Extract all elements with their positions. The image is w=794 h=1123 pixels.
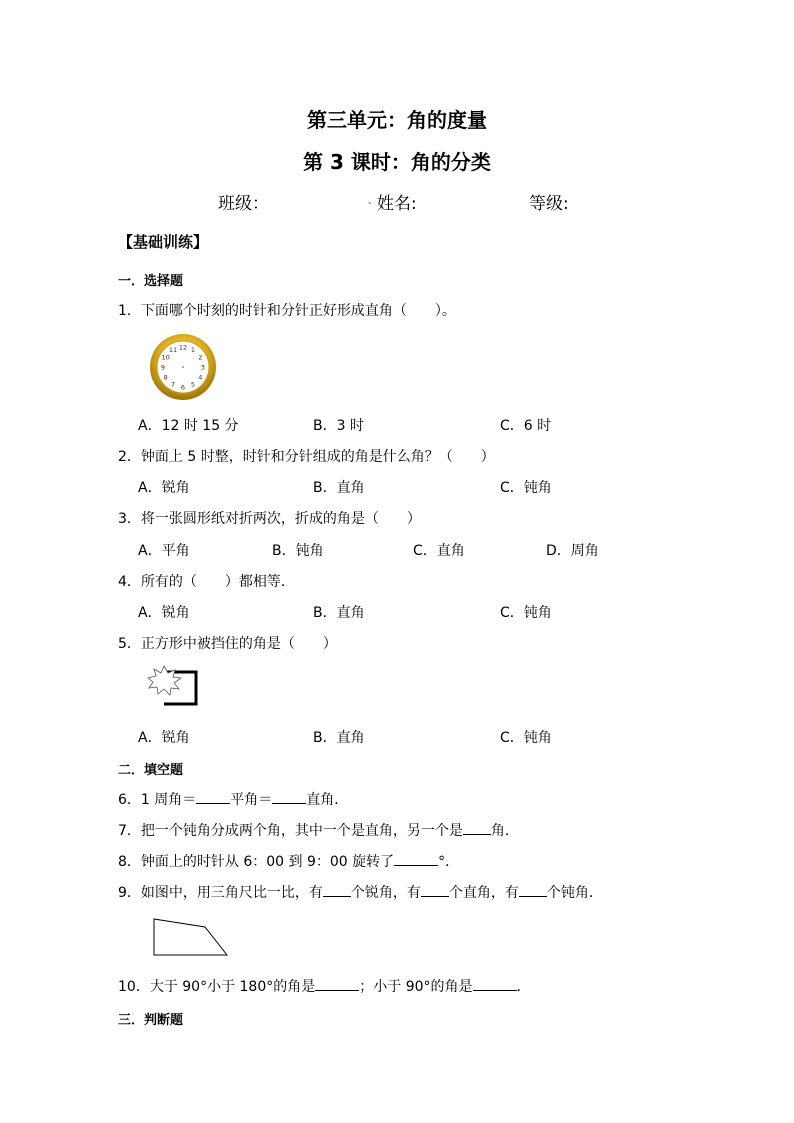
name-label: 姓名: (377, 194, 417, 214)
q1-option-b[interactable]: B．3 时 (313, 418, 364, 434)
q3-option-c[interactable]: C．直角 (413, 543, 465, 559)
clock-number-12: 12 (178, 343, 188, 352)
unit-title: 第三单元：角的度量 (307, 108, 487, 132)
clock-number-3: 3 (200, 363, 206, 372)
question-2: 2．钟面上 5 时整，时针和分针组成的角是什么角？（ ） (118, 449, 495, 465)
clock-image (148, 332, 218, 402)
q2-option-c[interactable]: C．钝角 (500, 480, 552, 496)
q6-blank-1[interactable] (196, 791, 230, 804)
question-8-line (118, 851, 459, 871)
q4-option-a[interactable]: A．锐角 (138, 605, 190, 621)
q5-option-c[interactable]: C．钝角 (500, 730, 552, 746)
separator-dot: . (367, 189, 373, 209)
q9-text-a: 9．如图中，用三角尺比一比，有 (118, 885, 323, 901)
question-6-line (118, 789, 348, 809)
lesson-title: 第 3 课时：角的分类 (303, 150, 491, 174)
q4-option-c[interactable]: C．钝角 (500, 605, 552, 621)
q9-text-c: 个直角，有 (448, 885, 519, 901)
covered-square-image (144, 664, 204, 710)
question-7-line (118, 820, 519, 840)
section-judge-heading: 三．判断题 (118, 1013, 184, 1028)
q9-text-d: 个钝角． (546, 885, 603, 901)
q8-blank[interactable] (394, 853, 438, 866)
q3-option-d[interactable]: D．周角 (546, 543, 599, 559)
q1-option-a[interactable]: A．12 时 15 分 (138, 418, 239, 434)
q2-option-a[interactable]: A．锐角 (138, 480, 190, 496)
section-choice-heading: 一．选择题 (118, 274, 184, 289)
clock-number-11: 11 (168, 345, 178, 354)
q10-blank-2[interactable] (473, 978, 517, 991)
clock-number-8: 8 (163, 373, 168, 382)
q2-option-b[interactable]: B．直角 (313, 480, 365, 496)
q6-text-b: 平角＝ (230, 792, 273, 808)
q6-blank-2[interactable] (272, 791, 306, 804)
q3-option-b[interactable]: B．钝角 (272, 543, 324, 559)
q10-text-b: ；小于 90°的角是 (359, 979, 473, 995)
q10-blank-1[interactable] (315, 978, 359, 991)
section-fill-heading: 二．填空题 (118, 763, 184, 778)
clock-center (182, 366, 184, 368)
clock-number-1: 1 (190, 345, 196, 354)
q10-text-a: 10．大于 90°小于 180°的角是 (118, 979, 316, 995)
q9-blank-1[interactable] (323, 884, 351, 897)
class-label: 班级： (218, 194, 269, 214)
q7-text-a: 7．把一个钝角分成两个角，其中一个是直角，另一个是 (118, 823, 463, 839)
q3-option-a[interactable]: A．平角 (138, 543, 190, 559)
clock-number-2: 2 (198, 353, 203, 362)
q9-blank-2[interactable] (421, 884, 449, 897)
clock-number-4: 4 (198, 373, 203, 382)
grade-label: 等级: (529, 194, 569, 214)
clock-number-5: 5 (190, 380, 196, 389)
q5-option-a[interactable]: A．锐角 (138, 730, 190, 746)
q1-option-c[interactable]: C．6 时 (500, 418, 552, 434)
question-3: 3．将一张圆形纸对折两次，折成的角是（ ） (118, 511, 421, 527)
question-5: 5．正方形中被挡住的角是（ ） (118, 636, 337, 652)
clock-number-7: 7 (170, 380, 176, 389)
q7-blank[interactable] (463, 822, 491, 835)
trapezoid-image (150, 915, 232, 960)
cover-splash-shape (148, 666, 181, 695)
q6-text-c: 直角． (306, 792, 349, 808)
q7-text-b: 角． (490, 823, 519, 839)
clock-number-10: 10 (161, 353, 170, 362)
q9-blank-3[interactable] (519, 884, 547, 897)
question-1: 1．下面哪个时刻的时针和分针正好形成直角（ ）。 (118, 303, 456, 319)
trapezoid-shape (154, 919, 227, 955)
basic-training-heading: 【基础训练】 (118, 233, 209, 251)
question-4: 4．所有的（ ）都相等． (118, 574, 295, 590)
q9-text-b: 个锐角，有 (350, 885, 421, 901)
q6-text-a: 6．1 周角＝ (118, 792, 197, 808)
q4-option-b[interactable]: B．直角 (313, 605, 365, 621)
clock-number-9: 9 (160, 363, 166, 372)
question-9-line (118, 882, 603, 902)
q10-text-c: ． (516, 979, 531, 995)
clock-number-6: 6 (180, 383, 186, 392)
q8-text-b: °． (438, 854, 460, 870)
q5-option-b[interactable]: B．直角 (313, 730, 365, 746)
q8-text-a: 8．钟面上的时针从 6：00 到 9：00 旋转了 (118, 854, 395, 870)
question-10-line (118, 976, 531, 996)
